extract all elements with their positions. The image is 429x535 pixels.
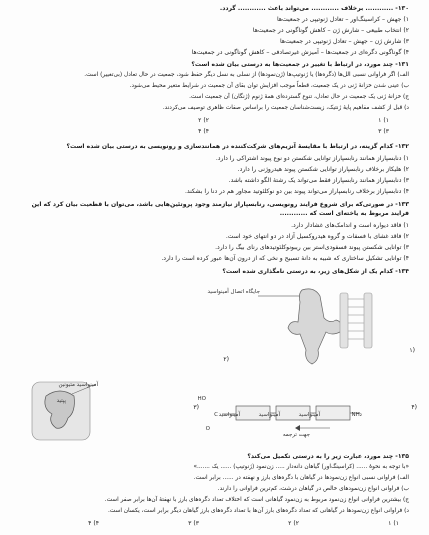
q130-option-1: ۱) جهش – کراسینگ‌اور – تعادل ژنوتیپی در جمعیت‌ها	[276, 16, 409, 23]
q135-option-2: ۲) ۲	[288, 520, 299, 527]
fig4-o: O	[205, 426, 210, 432]
q135-option-3: ۳) ۳	[188, 520, 199, 527]
peptide-figure	[197, 388, 410, 438]
q131-stem: ۱۳۱- چند مورد، در ارتباط با تغییر در جمعیت‌ها به درستی بیان شده است؟	[191, 61, 409, 68]
q132-stem: ۱۳۲- کدام گزینه، در ارتباط با مقایسهٔ آنزیم‌های شرکت‌کننده در همانندسازی و رونویسی به درستی بیان شده است؟	[66, 143, 409, 150]
fig4-box-2: آمینواسید	[258, 412, 280, 418]
q131-option-1: ۱) ۱	[378, 117, 389, 124]
q131-item-b: ب) عینی شدن خزانهٔ ژنی در یک جمعیت، قطعاً موجب افزایش توان بقای آن جمعیت در شرایط متغیر محیط می‌شود.	[129, 83, 409, 89]
fig4-number: (۴	[411, 404, 417, 411]
fig4-box-3: آمینواسید	[298, 412, 320, 418]
fig2-number: (۲	[223, 356, 229, 363]
q130-option-2: ۲) انتخاب طبیعی – شارش ژن – کاهش گوناگونی در جمعیت‌ها	[252, 27, 409, 34]
q135-item-c: ج) بیشترین فراوانی انواع زن‌نمود مربوط به زن‌نمود گیاهانی است که اختلاف تعداد دگره‌های بارز با نهفتهٔ آن‌ها برابر صفر است.	[104, 497, 409, 503]
q131-option-2: ۲) ۲	[198, 117, 209, 124]
q131-item-a: الف) اگر فراوانی نسبی الل‌ها (دگره‌ها) یا ژنوتیپ‌ها (ژن‌نمودها) از نسلی به نسل دیگر حفظ شود، جمعیت در حال تعادل (بی‌تغییر) است.	[84, 72, 409, 78]
q132-option-4: ۴) دنابسپاراز برخلاف رنابسپاراز می‌تواند پیوند بین دو نوکلئوتید مجاور هم در دنا را بشکند.	[184, 188, 409, 195]
fig3-label: آمینواسید متیونین	[58, 382, 98, 388]
fig1-label: جایگاه اتصال آمینواسید	[207, 289, 260, 295]
q130-option-3: ۳) شارش ژن – جهش – تعادل ژنوتیپی در جمعیت‌ها	[280, 38, 409, 45]
q134-stem: ۱۳۴- کدام یک از شکل‌های زیر، به درستی نامگذاری شده است؟	[222, 268, 409, 275]
q131-item-c: ج) خزانهٔ ژنی یک جمعیت در حال تعادل، تنوع گسترده‌ای همهٔ ژنوم (ژنگان) آن جمعیت است.	[189, 94, 409, 100]
fig1-number: (۱	[409, 347, 415, 354]
ribosome-figure	[28, 372, 148, 447]
q135-item-d: د) فراوانی انواع زن‌نمودها در گیاهانی که تعداد دگره‌های بارز آن‌ها با تعداد دگره‌های بارز گیاهان دیگر برابر است، یکسان است.	[107, 508, 409, 514]
q131-option-4: ۴) ۴	[198, 128, 209, 135]
peptide-boxes	[236, 406, 350, 420]
q130-stem: ۱۳۰- ............ برخلاف ............ می‌تواند باعث ............ گردد.	[219, 5, 409, 12]
q135-item-b: ب) فراوانی انواع زن‌نمودهای خالص در گیاهان درشت، کم‌ترین فراوانی را دارند.	[217, 486, 409, 492]
q131-option-3: ۳) ۳	[378, 128, 389, 135]
q133-option-1: ۱) فاقد دیواره است و اندامک‌های غشادار دارد.	[291, 222, 409, 229]
fig4-ho: HO	[197, 396, 206, 402]
q135-option-4: ۴) ۴	[88, 520, 99, 527]
fig3-number: (۳	[193, 404, 199, 411]
q132-option-2: ۲) هلیکاز برخلاف رنابسپاراز توانایی شکستن پیوند هیدروژنی را دارد.	[237, 166, 409, 173]
dna-ladder-figure	[330, 285, 400, 355]
q135-option-1: ۱) ۱	[388, 520, 399, 527]
q135-item-a: الف) فراوانی نسبی انواع زن‌نمودها در گیاهان با دگره‌های بارز و نهفته در ...... برابر است.	[193, 475, 409, 481]
fig4-nh2: NH₂	[351, 412, 362, 418]
fig4-direction: جهت ترجمه	[282, 432, 310, 438]
q133-option-3: ۳) توانایی شکستن پیوند فسفودی‌استر بین ریبونوکلئوتیدهای رنای بیگ را دارد.	[215, 244, 409, 251]
fig4-box-1: آمینواسید	[218, 412, 240, 418]
q131-item-d: د) قبل از کشف مفاهیم پایهٔ ژنتیک، زیست‌شناسان جمعیت را براساس صفات ظاهری توصیف می‌کردند.	[162, 105, 409, 111]
ladder-shape	[340, 293, 372, 348]
q133-option-2: ۲) فاقد غشای با فسفات و گروه هیدروکسیل آزاد در دو انتهای خود است.	[225, 233, 409, 240]
fig3-sub-label: پپتید	[56, 398, 66, 404]
q133-option-4: ۴) توانایی تشکیل ساختاری که شبیه به دانهٔ تسبیح و نخی که از درون آن‌ها عبور کرده است را دارد.	[161, 255, 409, 262]
q135-stem: ۱۳۵- چند مورد، عبارت زیر را به درستی تکمیل می‌کند؟	[247, 453, 409, 460]
q130-option-4: ۴) گوناگونی دگره‌ای در جمعیت‌ها – آمیزش غیرتصادفی – کاهش گوناگونی در جمعیت‌ها	[191, 49, 409, 56]
q135-intro: «با توجه به نحوهٔ ...... (کراسینگ‌اور) گیاهان دانه‌دار ..... زن‌نمود (ژنوتیپ) ...... یک .......»	[193, 464, 409, 470]
q132-option-3: ۳) دنابسپاراز همانند رنابسپاراز فقط می‌تواند یک رشتهٔ الگو داشته باشد.	[228, 177, 409, 184]
q133-stem: ۱۳۳- در صورتی‌که برای شروع فرایند رونویسی، رنابسپاراز نیازمند وجود پروتئین‌هایی باشد، می‌توان با قطعیت بیان کرد که این فرایند مربوط به یاخته‌ای است که ............	[31, 201, 409, 217]
q132-option-1: ۱) دنابسپاراز همانند رنابسپاراز توانایی شکستن دو نوع پیوند اشتراکی را دارد.	[215, 155, 409, 162]
fig4-c: C	[214, 412, 218, 418]
